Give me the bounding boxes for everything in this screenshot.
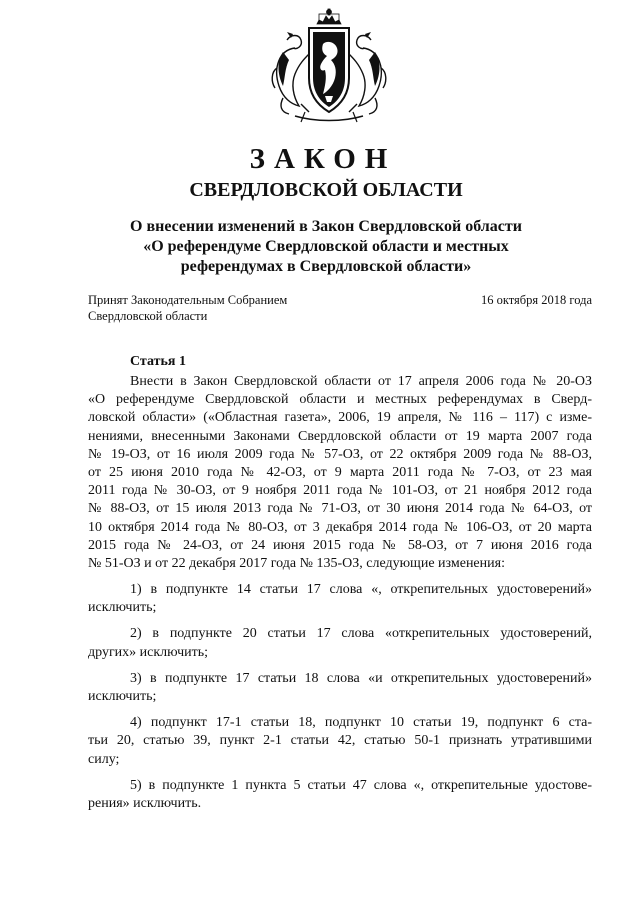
list-item-line: 1) в подпункте 14 статьи 17 слова «, открепительных удостоверений» <box>130 582 592 598</box>
list-item-line: исключить; <box>88 600 157 616</box>
text-line: от 25 июня 2010 года № 42-ОЗ, от 9 марта 2011 года № 7-ОЗ, от 23 мая <box>88 464 592 480</box>
list-item-line: 5) в подпункте 1 пункта 5 статьи 47 слова «, открепительные удостове- <box>130 777 592 793</box>
list-item-line: силу; <box>88 751 120 767</box>
list-item-line: 3) в подпункте 17 статьи 18 слова «и открепительных удостоверений» <box>130 670 592 686</box>
list-item-line: рения» исключить. <box>88 795 202 811</box>
text-line: «О референдуме Свердловской области и местных референдумах в Сверд- <box>88 392 592 408</box>
document-subtitle: СВЕРДЛОВСКОЙ ОБЛАСТИ <box>189 179 463 201</box>
article-body <box>88 373 592 813</box>
text-line: нениями, внесенными Законами Свердловской области от 19 марта 2007 года <box>88 428 592 444</box>
text-line: ловской области» («Областная газета», 2006, 19 апреля, № 116 – 117) с изме- <box>88 410 592 426</box>
list-item-line: тьи 20, статью 39, пункт 2-1 статьи 42, статью 50-1 признать утратившими <box>88 733 592 749</box>
text-line: Внести в Закон Свердловской области от 17 апреля 2006 года № 20-ОЗ <box>130 374 592 389</box>
list-item-line: 4) подпункт 17-1 статьи 18, подпункт 10 статьи 19, подпункт 6 ста- <box>130 715 592 731</box>
adopted-by-line: Принят Законодательным Собранием <box>88 293 288 307</box>
text-line: № 88-ОЗ, от 15 июля 2013 года № 71-ОЗ, от 30 июня 2014 года № 64-ОЗ, от <box>88 501 592 517</box>
text-line: № 19-ОЗ, от 16 июля 2009 года № 57-ОЗ, от 22 октября 2009 года № 88-ОЗ, <box>88 446 592 462</box>
text-line: 2011 года № 30-ОЗ, от 9 ноября 2011 года № 101-ОЗ, от 21 ноября 2012 года <box>88 483 592 499</box>
adopted-by-line: Свердловской области <box>88 309 208 323</box>
law-name-line: «О референдуме Свердловской области и местных <box>143 238 509 255</box>
text-line: № 51-ОЗ и от 22 декабря 2017 года № 135-ОЗ, следующие изменения: <box>88 555 505 571</box>
coat-of-arms-emblem <box>265 8 393 126</box>
document-title: ЗАКОН <box>249 143 397 175</box>
list-item-line: других» исключить; <box>88 644 209 660</box>
adoption-date: 16 октября 2018 года <box>480 293 592 307</box>
law-name-line: О внесении изменений в Закон Свердловской области <box>130 218 522 235</box>
adopted-by <box>88 292 287 324</box>
list-item-line: 2) в подпункте 20 статьи 17 слова «открепительных удостоверений, <box>130 626 592 642</box>
law-name-line: референдумах в Свердловской области» <box>180 258 472 275</box>
law-name <box>0 217 640 277</box>
text-line: 2015 года № 24-ОЗ, от 24 июня 2015 года № 58-ОЗ, от 7 июня 2016 года <box>88 537 592 553</box>
list-item-line: исключить; <box>88 689 157 704</box>
text-line: 10 октября 2014 года № 80-ОЗ, от 3 декабря 2014 года № 106-ОЗ, от 20 марта <box>88 519 592 535</box>
article-heading: Статья 1 <box>130 354 186 369</box>
